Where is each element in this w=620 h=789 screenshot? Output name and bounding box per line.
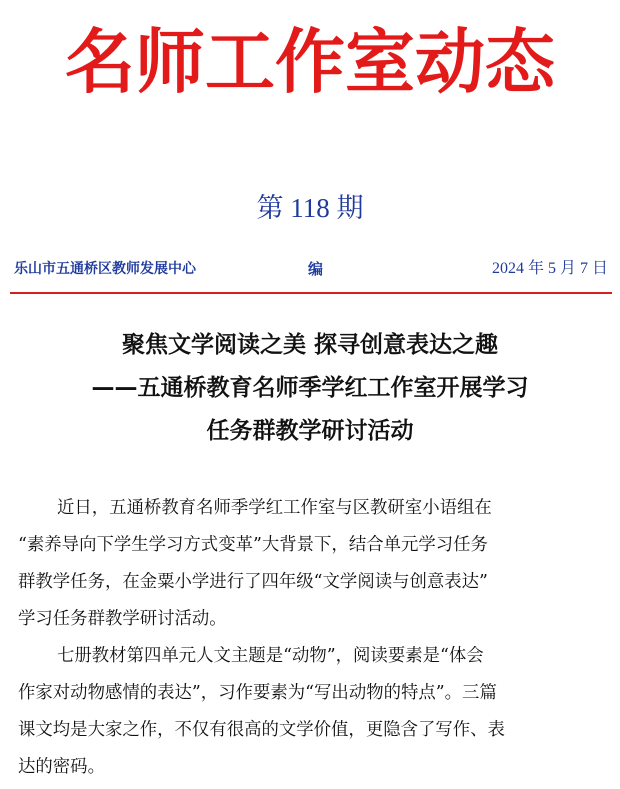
headline-line-1: 聚焦文学阅读之美 探寻创意表达之趣 bbox=[121, 332, 498, 358]
edit-mark: 编 bbox=[308, 260, 324, 278]
paragraph-line: 学习任务群教学研讨活动。 bbox=[18, 609, 227, 629]
headline-line-2: ——五通桥教育名师季学红工作室开展学习 bbox=[91, 375, 529, 401]
paragraph-line: 课文均是大家之作，不仅有很高的文学价值，更隐含了写作、表 bbox=[18, 720, 505, 740]
paragraph-line: 群教学任务，在金粟小学进行了四年级“文学阅读与创意表达” bbox=[18, 572, 488, 592]
masthead-title: 名师工作室动态 bbox=[65, 21, 555, 103]
publication-date: 2024 年 5 月 7 日 bbox=[491, 260, 608, 277]
paragraph-line: 近日，五通桥教育名师季学红工作室与区教研室小语组在 bbox=[57, 498, 492, 518]
paragraph-line: 达的密码。 bbox=[18, 757, 105, 777]
headline-line-3: 任务群教学研讨活动 bbox=[206, 418, 414, 444]
paragraph-line: 七册教材第四单元人文主题是“动物”，阅读要素是“体会 bbox=[57, 646, 484, 666]
header-divider bbox=[10, 292, 612, 294]
publication-info-row bbox=[14, 256, 608, 282]
paragraph-line: 作家对动物感情的表达”，习作要素为“写出动物的特点”。三篇 bbox=[18, 683, 497, 703]
paragraph-2 bbox=[18, 638, 608, 786]
paragraph-1 bbox=[18, 490, 608, 638]
article-body bbox=[18, 490, 608, 786]
paragraph-line: “素养导向下学生学习方式变革”大背景下，结合单元学习任务 bbox=[18, 535, 488, 555]
editor-organization: 乐山市五通桥区教师发展中心 bbox=[14, 261, 196, 277]
article-headline bbox=[0, 324, 620, 453]
issue-number: 第 118 期 bbox=[256, 193, 364, 223]
